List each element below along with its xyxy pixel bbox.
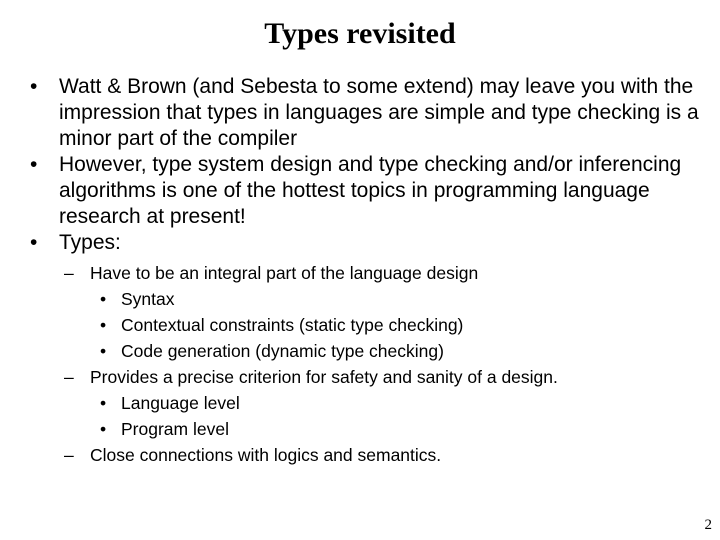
sub-sub-bullet-text: Code generation (dynamic type checking): [121, 341, 444, 361]
bullet-marker: •: [30, 75, 38, 98]
sub-sub-bullet-text: Language level: [121, 393, 240, 413]
bullet-marker: •: [100, 419, 107, 439]
bullet-marker: •: [30, 231, 38, 254]
bullet-item: [30, 230, 710, 256]
dash-marker: –: [64, 367, 74, 387]
bullet-item: [30, 74, 710, 152]
sub-bullet-item: [30, 260, 710, 286]
dash-marker: –: [64, 263, 74, 283]
sub-sub-bullet-item: [30, 312, 710, 338]
sub-sub-bullet-text: Syntax: [121, 289, 175, 309]
bullet-text: Types:: [59, 231, 121, 254]
bullet-item: [30, 152, 710, 230]
bullet-marker: •: [100, 341, 107, 361]
page-number: 2: [704, 517, 712, 533]
bullet-marker: •: [100, 315, 107, 335]
slide-body: [30, 74, 710, 468]
bullet-text: Watt & Brown (and Sebesta to some extend) may leave you with the impression that types in languages are simple and type checking is a minor part of the compiler: [59, 75, 699, 150]
sub-sub-bullet-item: [30, 416, 710, 442]
sub-sub-bullet-text: Contextual constraints (static type checking): [121, 315, 464, 335]
dash-marker: –: [64, 445, 74, 465]
sub-sub-bullet-item: [30, 390, 710, 416]
sub-bullet-text: Provides a precise criterion for safety and sanity of a design.: [90, 367, 558, 387]
bullet-marker: •: [100, 393, 107, 413]
bullet-marker: •: [100, 289, 107, 309]
slide-title: Types revisited: [264, 17, 456, 50]
sub-bullet-item: [30, 364, 710, 390]
sub-bullet-item: [30, 442, 710, 468]
bullet-text: However, type system design and type checking and/or inferencing algorithms is one of the hottest topics in programming language research at present!: [59, 153, 682, 228]
sub-bullet-text: Close connections with logics and semantics.: [90, 445, 442, 465]
bullet-marker: •: [30, 153, 38, 176]
sub-sub-bullet-text: Program level: [121, 419, 229, 439]
sub-sub-bullet-item: [30, 338, 710, 364]
sub-sub-bullet-item: [30, 286, 710, 312]
sub-bullet-text: Have to be an integral part of the language design: [90, 263, 479, 283]
